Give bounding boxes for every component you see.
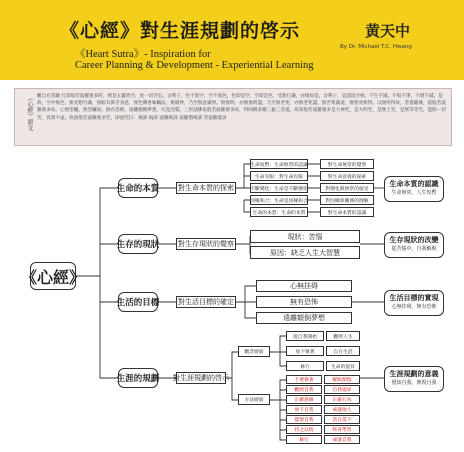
goal-item: 心無挂碍 [256,280,352,292]
method-item-right: 成就他人 [324,405,360,414]
concept-item-left: 從自我開始 [286,331,324,341]
goal-item: 無有恐怖 [256,296,352,308]
summary-detail: 心無挂碍，無有恐怖 [391,304,437,310]
life-item-left: 生命有限：對生命有限 [250,171,308,181]
status-item: 現狀：苦惱 [250,230,360,243]
life-item-right: 對因緣與關係的理解 [320,195,374,205]
page-title: 《心經》對生涯規劃的啓示 [60,20,301,42]
life-item-left: 生命的本質：生命的本質 [250,207,308,217]
status-item: 原因：缺乏人生大智慧 [250,246,360,259]
mid-existence-status: 對生存現狀的覺察 [178,240,234,248]
life-item-right: 對變化與無常的接受 [320,183,374,193]
method-item-left: 不要執著 [286,375,322,384]
branch-life-essence: 生命的本質 [118,178,158,198]
method-item-right: 終身學習 [324,425,360,434]
mid-life-essence: 對生命本質的探索 [178,184,234,192]
root-node: 《心經》 [30,262,76,290]
method-item-left: 正確思維 [286,395,322,404]
life-item-left: 因緣和合：生命是因緣和合 [250,195,308,205]
summary-title: 生存現狀的改變 [389,236,439,244]
career-group-concept: 觀念層面 [238,346,270,357]
method-item-right: 解脫煩惱 [324,375,360,384]
method-item-right: 活在當下 [324,415,360,424]
sutra-label: 《心經》原文 [26,95,33,131]
summary-existence-status [384,232,444,258]
method-item-right: 成就自我 [324,435,360,444]
life-item-right: 對生命本質的認識 [320,207,374,217]
method-item-right: 正確行為 [324,395,360,404]
author-name-en: By Dr. Michael T.C. Hwang [340,44,412,50]
concept-item-left: 放下執著 [286,346,324,356]
method-item-left: 觀照自我 [286,385,322,394]
sutra-text: 觀自在菩薩 行深般若波羅蜜多時，照見五蘊皆空，度一切苦厄。舍利子，色不異空，空不異色，色即是空，空即是色，受想行識，亦復如是。舍利子，是諸法空相，不生不滅，不垢不淨，不增不減。是故，空中無色，無受想行識，無眼耳鼻舌身意，無色聲香味觸法，無眼界，乃至無意識界。無無明，亦無無明盡，乃至無老死，亦無老死盡。無苦集滅道，無智亦無得。以無所得故，菩提薩埵，依般若波羅蜜多故，心無罣礙，無罣礙故，無有恐怖，遠離顛倒夢想，究竟涅槃。三世諸佛依般若波羅蜜多故，得阿耨多羅三藐三菩提。故知般若波羅蜜多是大神咒，是大明咒，是無上咒，是無等等咒，能除一切苦，真實不虛。故說般若波羅蜜多咒，即說咒曰：揭諦 揭諦 波羅揭諦 波羅僧揭諦 菩提薩婆訶 [37,94,446,121]
career-group-method: 方法層面 [238,394,270,405]
mid-career-planning: 對生涯規劃的啓示 [173,374,229,382]
method-item-right: 自我提昇 [324,385,360,394]
summary-detail: 生命無常，人生短暫 [391,190,437,196]
branch-existence-status: 生存的現狀 [118,234,158,254]
summary-detail: 從苦惱中，自我解脫 [391,246,437,252]
life-item-left: 不斷變化：生命是不斷變化 [250,183,308,193]
method-item-left: 持之以恆 [286,425,322,434]
life-item-left: 生命短暫：生命無常的認識 [250,159,308,169]
summary-detail: 覺知自我，實現自我 [391,380,437,386]
mid-life-goals: 對生活目標的確定 [178,298,234,306]
summary-title: 生活目標的實現 [389,294,439,302]
subtitle-line-2: Career Planning & Development - Experiential Learning [75,60,314,71]
subtitle-line-1: 《Heart Sutra》- Inspiration for [75,49,211,60]
summary-life-goals [384,290,444,316]
goal-item: 遠離顛倒夢想 [256,312,352,324]
author-name-cn: 黄天中 [365,22,411,40]
summary-career-planning [384,366,444,392]
concept-item-right: 生命的提昇 [326,361,360,371]
branch-life-goals: 生活的目標 [118,292,158,312]
summary-title: 生涯規劃的意義 [389,370,439,378]
branch-career-planning: 生涯的規劃 [118,368,158,388]
method-item-left: 修行 [286,435,322,444]
method-item-left: 放下自我 [286,405,322,414]
life-item-right: 對生命意義的探索 [320,171,374,181]
concept-item-right: 觀照人生 [326,331,360,341]
concept-item-left: 修行 [286,361,324,371]
concept-item-right: 自在生活 [326,346,360,356]
life-item-right: 對生命無常的覺察 [320,159,374,169]
summary-life-essence [384,176,444,202]
method-item-left: 覺察自我 [286,415,322,424]
summary-title: 生命本質的認識 [389,180,439,188]
